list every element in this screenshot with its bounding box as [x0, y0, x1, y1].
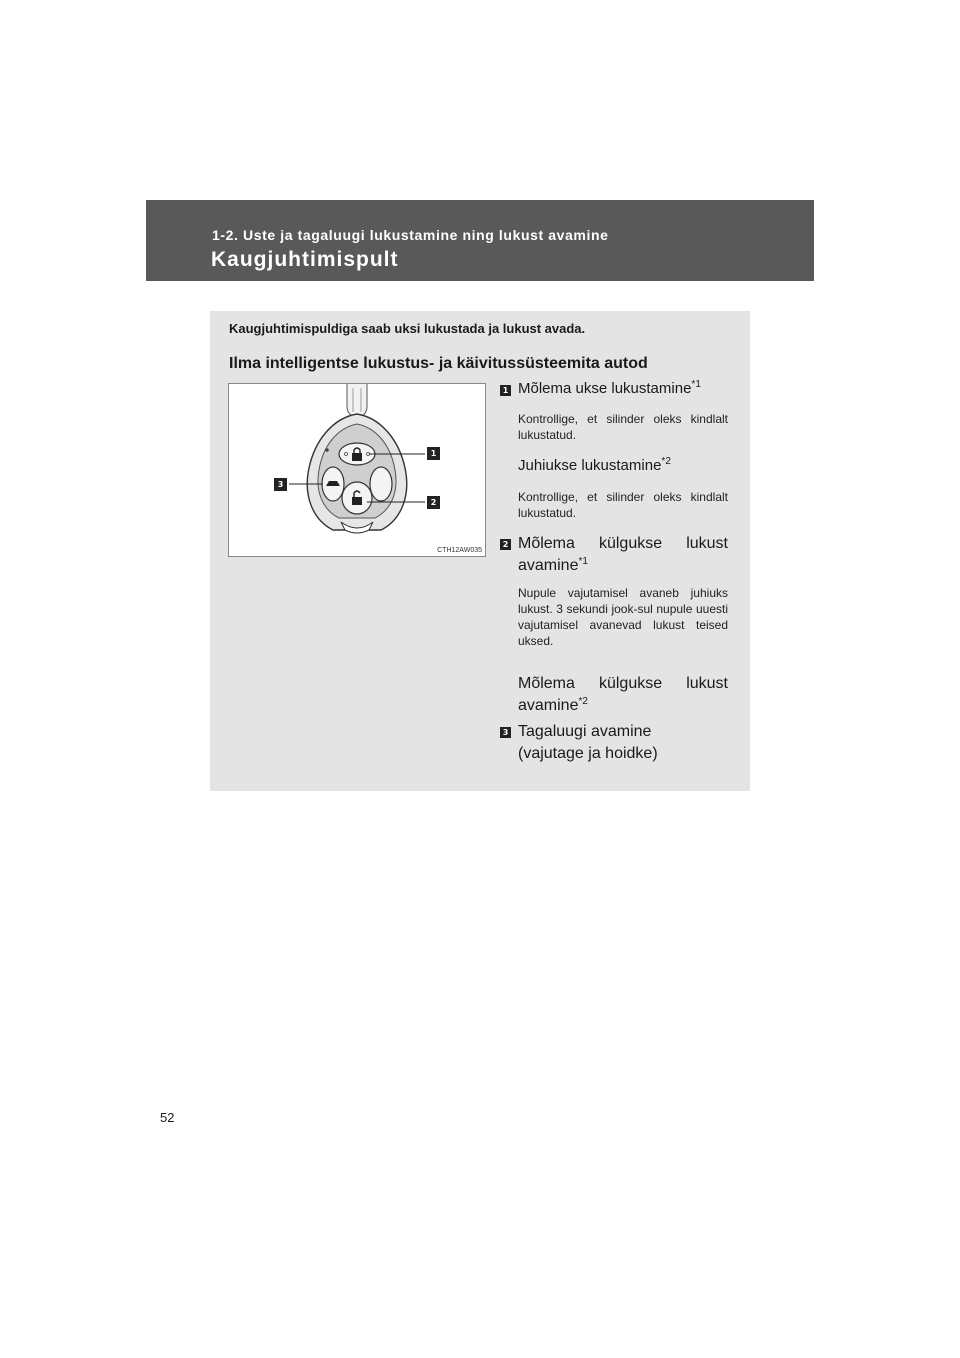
item-title: Mõlema külgukse lukust avamine$^{*2}$	[518, 675, 728, 714]
page-title: Kaugjuhtimispult	[211, 248, 399, 271]
badge-2: 2	[500, 539, 511, 550]
item-title: Mõlema külgukse lukust avamine$^{*1}$	[518, 535, 728, 574]
section-title: 1-2. Uste ja tagaluugi lukustamine ning lukust avamine	[212, 227, 609, 243]
item-note: Kontrollige, et silinder oleks kindlalt lukustatud.	[518, 490, 728, 520]
item-note: Nupule vajutamisel avaneb juhiuks lukust. 3 sekundi jook-sul nupule uuesti vajutamisel avanevad lukust teised uksed.	[518, 586, 728, 648]
item-title: Mõlema ukse lukustamine$^{*1}$	[518, 379, 701, 397]
callout-1: 1	[428, 448, 439, 459]
content-panel	[210, 311, 750, 791]
chapter-header	[146, 200, 814, 281]
intro-text: Kaugjuhtimispuldiga saab uksi lukustada ja lukust avada.	[229, 321, 586, 336]
remote-key-illustration	[229, 384, 487, 558]
badge-3: 3	[500, 727, 511, 738]
page-number: 52	[160, 1110, 175, 1125]
remote-key-figure	[228, 383, 486, 557]
callout-2: 2	[428, 497, 439, 508]
figure-code: CTH12AW035	[437, 547, 482, 554]
item-note: Kontrollige, et silinder oleks kindlalt lukustatud.	[518, 412, 728, 442]
item-title: Juhiukse lukustamine$^{*2}$	[518, 456, 671, 474]
badge-1: 1	[500, 385, 511, 396]
callout-3: 3	[275, 479, 286, 490]
item-title: Tagaluugi avamine (vajutage ja hoidke)	[518, 723, 658, 762]
subheading: Ilma intelligentse lukustus- ja käivitussüsteemita autod	[229, 355, 648, 372]
